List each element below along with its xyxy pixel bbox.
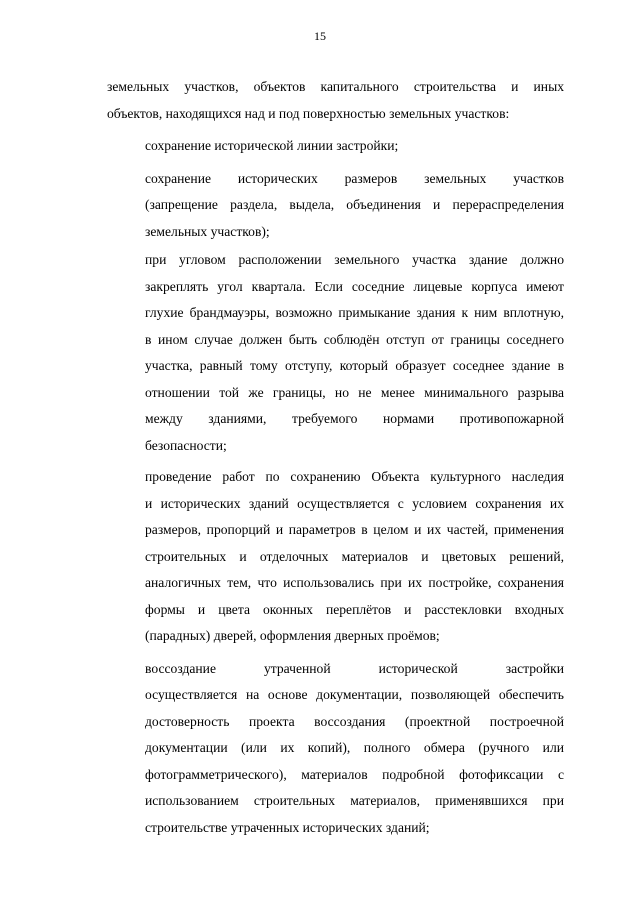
text-line: (парадных) дверей, оформления дверных проёмов; bbox=[145, 628, 440, 643]
text-line: достоверность проекта воссоздания (проектной построечной bbox=[145, 713, 564, 729]
text-line: глухие брандмауэры, возможно примыкание здания к ним вплотную, bbox=[145, 305, 564, 320]
paragraph-historic-building-line bbox=[107, 133, 564, 160]
text-line: безопасности; bbox=[145, 437, 227, 453]
text-line: аналогичных тем, что использовались при их постройке, сохранения bbox=[145, 575, 564, 590]
text-line: (запрещение раздела, выдела, объединения и перераспределения bbox=[145, 197, 564, 212]
text-line: объектов, находящихся над и под поверхностью земельных участков: bbox=[107, 105, 510, 121]
text-line: размеров, пропорций и параметров в целом и их частей, применения bbox=[145, 522, 564, 537]
text-line: и исторических зданий осуществляется с условием сохранения их bbox=[145, 495, 564, 511]
text-line: в ином случае должен быть соблюдён отступ от границы соседнего bbox=[145, 331, 564, 347]
page-number: 15 bbox=[314, 29, 326, 43]
document-body bbox=[107, 74, 564, 841]
text-line: земельных участков, объектов капитального строительства и иных bbox=[107, 79, 564, 94]
text-line: земельных участков); bbox=[145, 223, 270, 239]
text-line: проведение работ по сохранению Объекта культурного наследия bbox=[145, 469, 564, 484]
text-line: использованием строительных материалов, применявшихся при bbox=[145, 793, 564, 808]
paragraph-historic-plot-sizes bbox=[107, 166, 564, 246]
text-line: строительстве утраченных исторических зданий; bbox=[145, 819, 430, 835]
text-line: закреплять угол квартала. Если соседние лицевые корпуса имеют bbox=[145, 278, 564, 294]
text-line: формы и цвета оконных переплётов и расстекловки входных bbox=[145, 601, 564, 617]
text-line: сохранение исторической линии застройки; bbox=[145, 138, 399, 153]
text-line: строительных и отделочных материалов и цветовых решений, bbox=[145, 548, 564, 564]
text-line: при угловом расположении земельного участка здание должно bbox=[145, 252, 564, 267]
text-line: между зданиями, требуемого нормами противопожарной bbox=[145, 411, 564, 426]
text-line: документации (или их копий), полного обмера (ручного или bbox=[145, 740, 564, 755]
text-line: воссоздание утраченной исторической застройки bbox=[145, 660, 564, 676]
text-line: фотограмметрического), материалов подробной фотофиксации с bbox=[145, 766, 564, 782]
paragraph-corner-plot bbox=[107, 247, 564, 459]
text-line: отношении той же границы, но не менее минимального разрыва bbox=[145, 384, 564, 400]
paragraph-continuation bbox=[107, 74, 564, 127]
text-line: сохранение исторических размеров земельных участков bbox=[145, 170, 564, 186]
paragraph-reconstruction bbox=[107, 656, 564, 842]
text-line: осуществляется на основе документации, позволяющей обеспечить bbox=[145, 687, 564, 702]
text-line: участка, равный тому отступу, который образует соседнее здание в bbox=[145, 358, 564, 373]
paragraph-heritage-preservation bbox=[107, 464, 564, 650]
